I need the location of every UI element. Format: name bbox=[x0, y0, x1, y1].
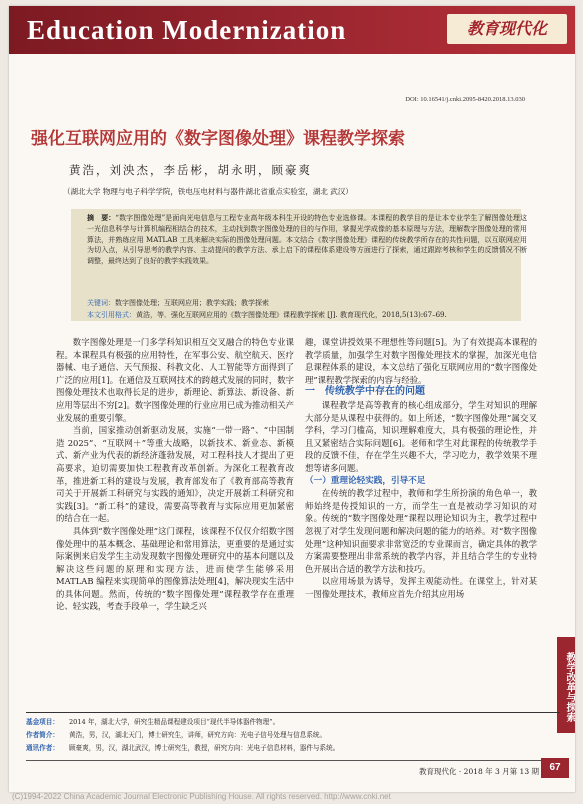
journal-page bbox=[9, 6, 575, 792]
body-left-column bbox=[56, 336, 294, 613]
banner-title: Education Modernization bbox=[27, 15, 347, 45]
keywords-label: 关键词： bbox=[87, 299, 115, 307]
keywords-value: 数字图像处理；互联网应用；教学实践；教学探索 bbox=[115, 299, 269, 307]
footnote-text: 2014 年，湖北大学，研究生精品课程建设项目“现代半导体器件物理”。 bbox=[68, 718, 280, 726]
abstract-label: 摘 要： bbox=[87, 213, 116, 222]
footnote-funding bbox=[26, 716, 339, 729]
section-heading: 一 传统教学中存在的问题 bbox=[305, 386, 425, 398]
article-authors: 黄浩，刘泱杰，李岳彬，胡永明，顾豪爽 bbox=[69, 163, 312, 177]
footnote-text: 黄浩，男，汉，湖北天门，博士研究生，讲师，研究方向：光电子信号处理与信息系统。 bbox=[68, 731, 327, 739]
page-number: 67 bbox=[541, 758, 569, 778]
footnote-divider bbox=[26, 712, 560, 713]
footer-divider bbox=[26, 760, 560, 761]
footnote-label: 基金项目： bbox=[26, 718, 59, 726]
abstract-body: “数字图像处理”是面向光电信息与工程专业高年级本科生开设的特色专业选修课。本课程的教学目的是让本专业学生了解图像处理这一光信息科学与计算机编程相结合的技术，主动找到数字图像处理的目的与作用，掌握光学成像的基本原理与方法，理解数字图像处理的常用算法，并熟练应用 MATLAB 工具来解决实际的图像处理问题。本文结合《数字图像处理》课程的传统教学所存在的共性问题，以互联网应用为切入点，从引导思考的教学内容、主动提问的教学方法、承上启下的课程体系建设等方面进行了探索，通过跟踪考核和学生的反馈情况不断调整，最终达到了良好的教学实践效果。 bbox=[87, 214, 528, 266]
footnote-author-bio bbox=[26, 729, 339, 742]
body-paragraph: 在传统的教学过程中，教师和学生所扮演的角色单一，教师始终是传授知识的一方，而学生一直是被动学习知识的对象。传统的“数字图像处理”课程以理论知识为主，教学过程中忽视了对学生发现问题和解决问题的能力的培养。对“数字图像处理”这种知识面要求非常宽泛的专业课而言，确定具体的教学方案需要整理出非常系统的教学内容，并且结合学生的专业特色开展出合适的教学方法和技巧。 bbox=[305, 488, 537, 574]
abstract bbox=[87, 213, 527, 267]
body-paragraph: 趣，课堂讲授效果不理想性等问题[5]。为了有效提高本课程的教学质量，加强学生对数字图像处理技术的掌握，加深光电信息课程体系的建设，本文总结了强化互联网应用的“数字图像处理”课程教学探索的内容与经验。 bbox=[305, 337, 537, 385]
section-side-tab: 教学改革与探索 bbox=[557, 637, 575, 733]
body-paragraph: 以应用场景为诱导，发挥主观能动性。在课堂上，针对某一图像处理技术，教师应首先介绍其应用场 bbox=[305, 576, 537, 599]
doi-label: DOI: 10.16541/j.cnki.2095-8420.2018.13.030 bbox=[405, 96, 525, 103]
footnotes bbox=[26, 716, 339, 755]
copyright-watermark: (C)1994-2022 China Academic Journal Electronic Publishing House. All rights reserved. http://www.cnki.net bbox=[12, 792, 391, 801]
article-title: 强化互联网应用的《数字图像处理》课程教学探索 bbox=[31, 129, 405, 149]
journal-logo bbox=[447, 14, 567, 44]
footnote-corresponding-author bbox=[26, 742, 339, 755]
footnote-label: 通讯作者： bbox=[26, 744, 59, 752]
citation bbox=[87, 310, 447, 320]
journal-issue-info: 教育现代化 · 2018 年 3 月第 13 期 bbox=[419, 767, 539, 776]
journal-banner bbox=[9, 6, 575, 54]
keywords bbox=[87, 298, 269, 308]
footnote-label: 作者简介： bbox=[26, 731, 59, 739]
author-affiliation: （湖北大学 物理与电子科学学院，铁电压电材料与器件湖北省重点实验室，湖北 武汉） bbox=[63, 187, 353, 196]
logo-text: 教育现代化 bbox=[466, 19, 547, 38]
subsection-heading: （一）重理论轻实践，引导不足 bbox=[305, 475, 426, 486]
body-paragraph: 课程教学是高等教育的核心组成部分，学生对知识的理解大部分是从课程中获得的。如上所述，“数字图像处理”属交叉学科，学习门槛高，知识理解难度大，具有极强的理论性，并且又紧密结合实际问题[6]。老师和学生对此课程的传统教学手段的反馈不佳，存在学生兴趣不大，学习吃力，教学效果不理想等诸多问题。 bbox=[305, 399, 537, 473]
body-paragraph: 数字图像处理是一门多学科知识相互交叉融合的特色专业课程。本课程具有极强的应用特性，在军事公安、航空航天、医疗器械、电子通信、天气预报、科教文化、人工智能等方面得到了广泛的应用[1]。在通信及互联网技术的跨越式发展的同时，数字图像处理技术也取得长足的进步，新理论、新算法、新设备、新应用等层出不穷[2]。数字图像处理的行业应用已成为推动相关产业发展的重要引擎。 bbox=[56, 337, 294, 423]
body-paragraph: 具体到“数字图像处理”这门课程，该课程不仅仅介绍数字图像处理中的基本概念、基础理论和常用算法，更重要的是通过实际案例来启发学生主动发现数字图像处理研究中的基本问题以及解决这些问题的原理和实现方法，进而使学生能够采用 MATLAB 编程来实现简单的图像算法处理[4]，解决现实生活中的具体问题。然而，传统的“数字图像处理”课程教学存在重理论、轻实践，考查手段单一，学生缺乏兴 bbox=[56, 525, 294, 612]
body-right-column bbox=[305, 336, 537, 600]
footnote-text: 顾豪爽，男，汉，湖北武汉，博士研究生，教授，研究方向：光电子信息材料，器件与系统。 bbox=[68, 744, 340, 752]
citation-value: 黄浩，等．强化互联网应用的《数字图像处理》课程教学探索 [J]. 教育现代化，2018,5(13):67–69. bbox=[136, 311, 447, 319]
body-paragraph: 当前，国家推动创新驱动发展，实施“一带一路”、“中国制造 2025”、“互联网＋”等重大战略，以新技术、新业态、新模式、新产业为代表的新经济蓬勃发展，对工程科技人才提出了更高要求，迫切需要加快工程教育改革创新。为深化工程教育改革，推进新工科的建设与发展，教育部发布了《教育部高等教育司关于开展新工科研究与实践的通知》，决定开展新工科研究和实践[3]。“新工科”的建设，需要高等教育与实际应用更加紧密的结合在一起。 bbox=[56, 425, 294, 524]
citation-label: 本文引用格式： bbox=[87, 311, 136, 319]
